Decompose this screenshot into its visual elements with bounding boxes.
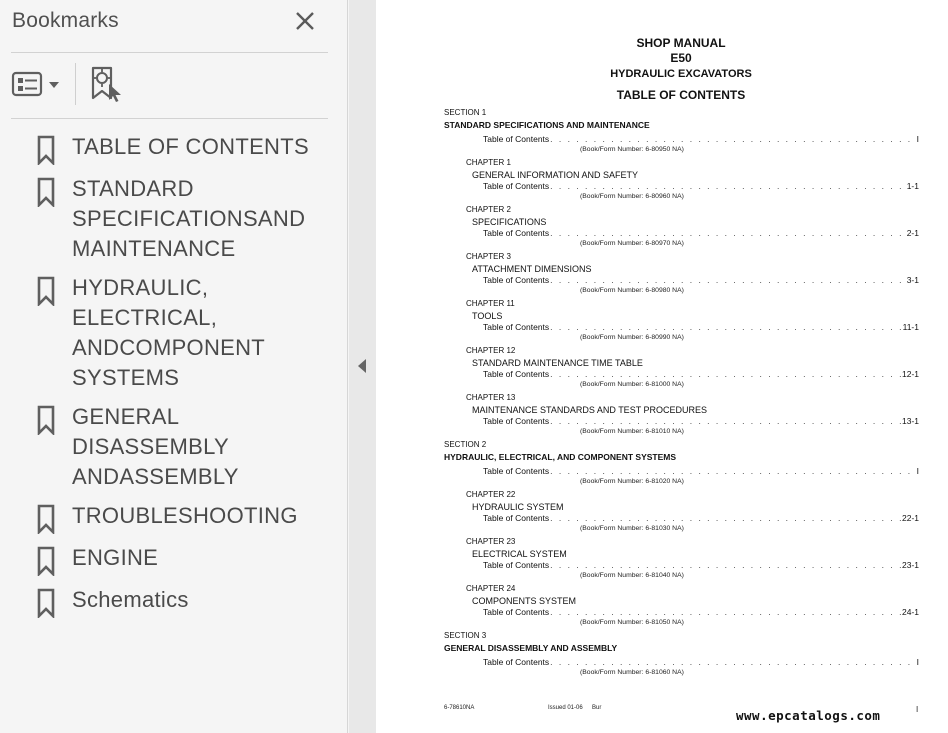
toc-entry[interactable] (483, 181, 919, 192)
leader-dots (550, 513, 901, 523)
section-heading: GENERAL DISASSEMBLY AND ASSEMBLY (444, 643, 618, 653)
bookmark-list (0, 132, 348, 627)
toc-entry[interactable] (483, 322, 919, 333)
book-form-number: (Book/Form Number: 6-80960 NA) (580, 193, 684, 200)
book-form-number: (Book/Form Number: 6-80950 NA) (580, 146, 684, 153)
chapter-number: CHAPTER 23 (466, 537, 516, 546)
chapter-title: ATTACHMENT DIMENSIONS (472, 264, 592, 274)
section-number: SECTION 2 (444, 440, 487, 449)
bookmark-options-icon (13, 73, 41, 95)
chapter-number: CHAPTER 1 (466, 158, 511, 167)
bookmark-item[interactable] (0, 132, 348, 165)
book-form-number: (Book/Form Number: 6-80970 NA) (580, 240, 684, 247)
leader-dots (550, 369, 901, 379)
chapter-title: ELECTRICAL SYSTEM (472, 549, 567, 559)
leader-dots (550, 134, 915, 144)
doc-toc-title: TABLE OF CONTENTS (616, 88, 746, 102)
toc-entry[interactable] (483, 134, 919, 145)
toc-entry[interactable] (483, 607, 919, 618)
section-heading: HYDRAULIC, ELECTRICAL, AND COMPONENT SYSTEMS (444, 452, 677, 462)
chapter-number: CHAPTER 22 (466, 490, 516, 499)
toc-page-number: 22-1 (901, 513, 919, 523)
bookmark-label: STANDARD SPECIFICATIONSAND MAINTENANCE (72, 176, 306, 261)
collapse-panel-icon[interactable] (357, 358, 367, 374)
toc-entry-label: Table of Contents (483, 369, 550, 379)
bookmark-label: TABLE OF CONTENTS (72, 134, 309, 159)
bookmark-icon (37, 405, 55, 435)
section-number: SECTION 3 (444, 631, 487, 640)
chapter-number: CHAPTER 24 (466, 584, 516, 593)
close-icon[interactable] (292, 8, 318, 34)
book-form-number: (Book/Form Number: 6-81040 NA) (580, 572, 684, 579)
chapter-title: STANDARD MAINTENANCE TIME TABLE (472, 358, 643, 368)
bookmarks-panel (0, 0, 348, 733)
toc-page-number: I (916, 657, 919, 667)
footer-bur: Bur (592, 705, 602, 711)
book-form-number: (Book/Form Number: 6-81010 NA) (580, 428, 684, 435)
toc-entry-label: Table of Contents (483, 322, 550, 332)
toc-entry-label: Table of Contents (483, 275, 550, 285)
doc-subtitle: HYDRAULIC EXCAVATORS (610, 68, 752, 80)
toc-page-number: 11-1 (902, 322, 919, 332)
chapter-number: CHAPTER 2 (466, 205, 511, 214)
toolbar-separator (75, 63, 76, 105)
leader-dots (550, 657, 915, 667)
chapter-title: TOOLS (472, 311, 503, 321)
toc-page-number: 1-1 (906, 181, 919, 191)
bookmark-item[interactable] (0, 402, 348, 492)
toc-entry-label: Table of Contents (483, 607, 550, 617)
section-number: SECTION 1 (444, 108, 487, 117)
bookmark-label: HYDRAULIC, ELECTRICAL, ANDCOMPONENT SYSTEMS (72, 275, 265, 390)
bookmark-icon (37, 135, 55, 165)
find-current-bookmark-icon[interactable] (87, 64, 127, 104)
toc-page-number: I (916, 134, 919, 144)
leader-dots (550, 322, 901, 332)
leader-dots (550, 466, 915, 476)
watermark: www.epcatalogs.com (736, 708, 881, 723)
toc-page-number: I (916, 466, 919, 476)
book-form-number: (Book/Form Number: 6-80980 NA) (580, 287, 684, 294)
panel-title: Bookmarks (12, 9, 119, 32)
bookmark-icon (37, 276, 55, 306)
chapter-title: SPECIFICATIONS (472, 217, 547, 227)
leader-dots (550, 181, 906, 191)
book-form-number: (Book/Form Number: 6-81020 NA) (580, 478, 684, 485)
toc-entry-label: Table of Contents (483, 657, 550, 667)
book-form-number: (Book/Form Number: 6-81000 NA) (580, 381, 684, 388)
leader-dots (550, 275, 906, 285)
toc-page-number: 24-1 (901, 607, 919, 617)
bookmark-icon (37, 546, 55, 576)
chapter-title: COMPONENTS SYSTEM (472, 596, 577, 606)
bookmark-label: Schematics (72, 587, 189, 612)
bookmark-icon (37, 504, 55, 534)
chapter-number: CHAPTER 11 (466, 299, 515, 308)
footer-form-number: 6-78610NA (444, 705, 475, 711)
book-form-number: (Book/Form Number: 6-80990 NA) (580, 334, 684, 341)
toc-entry[interactable] (483, 416, 919, 427)
toc-entry-label: Table of Contents (483, 513, 550, 523)
book-form-number: (Book/Form Number: 6-81060 NA) (580, 669, 684, 676)
chevron-down-icon (49, 82, 59, 88)
footer-issued: Issued 01-06 (548, 705, 583, 711)
toc-entry[interactable] (483, 513, 919, 524)
chapter-title: HYDRAULIC SYSTEM (472, 502, 564, 512)
toc-entry[interactable] (483, 466, 919, 477)
bookmark-item[interactable] (0, 543, 348, 576)
section-heading: STANDARD SPECIFICATIONS AND MAINTENANCE (444, 120, 650, 130)
book-form-number: (Book/Form Number: 6-81050 NA) (580, 619, 684, 626)
leader-dots (550, 560, 901, 570)
leader-dots (550, 607, 901, 617)
bookmark-item[interactable] (0, 501, 348, 534)
toc-entry[interactable] (483, 369, 919, 380)
chapter-title: GENERAL INFORMATION AND SAFETY (472, 170, 639, 180)
toc-entry-label: Table of Contents (483, 466, 550, 476)
toc-entry-label: Table of Contents (483, 134, 550, 144)
chapter-number: CHAPTER 3 (466, 252, 511, 261)
toc-entry-label: Table of Contents (483, 416, 550, 426)
bookmark-label: TROUBLESHOOTING (72, 503, 298, 528)
chapter-number: CHAPTER 12 (466, 346, 516, 355)
toc-page-number: 13-1 (901, 416, 919, 426)
bookmark-options-button[interactable] (11, 68, 63, 102)
toc-page-number: 23-1 (901, 560, 919, 570)
chapter-title: MAINTENANCE STANDARDS AND TEST PROCEDURES (472, 405, 708, 415)
doc-title: SHOP MANUAL (636, 36, 726, 50)
toc-entry-label: Table of Contents (483, 181, 550, 191)
toc-page-number: 3-1 (906, 275, 919, 285)
footer-page: I (916, 705, 919, 714)
bookmark-item[interactable] (0, 273, 348, 393)
book-form-number: (Book/Form Number: 6-81030 NA) (580, 525, 684, 532)
divider (11, 118, 328, 119)
bookmark-label: ENGINE (72, 545, 159, 570)
toc-entry[interactable] (483, 560, 919, 571)
chapter-number: CHAPTER 13 (466, 393, 516, 402)
toc-entry-label: Table of Contents (483, 560, 550, 570)
toc-page-number: 2-1 (906, 228, 919, 238)
leader-dots (550, 416, 901, 426)
bookmark-item[interactable] (0, 585, 348, 618)
toc-entry[interactable] (483, 275, 919, 286)
bookmark-icon (37, 177, 55, 207)
bookmark-icon (37, 588, 55, 618)
document-page (376, 0, 948, 733)
toc-entry[interactable] (483, 657, 919, 668)
toc-page-number: 12-1 (901, 369, 919, 379)
bookmark-item[interactable] (0, 174, 348, 264)
doc-model: E50 (670, 51, 692, 65)
toc-entry-label: Table of Contents (483, 228, 550, 238)
divider (11, 52, 328, 53)
bookmark-label: GENERAL DISASSEMBLY ANDASSEMBLY (72, 404, 239, 489)
toc-entry[interactable] (483, 228, 919, 239)
leader-dots (550, 228, 906, 238)
